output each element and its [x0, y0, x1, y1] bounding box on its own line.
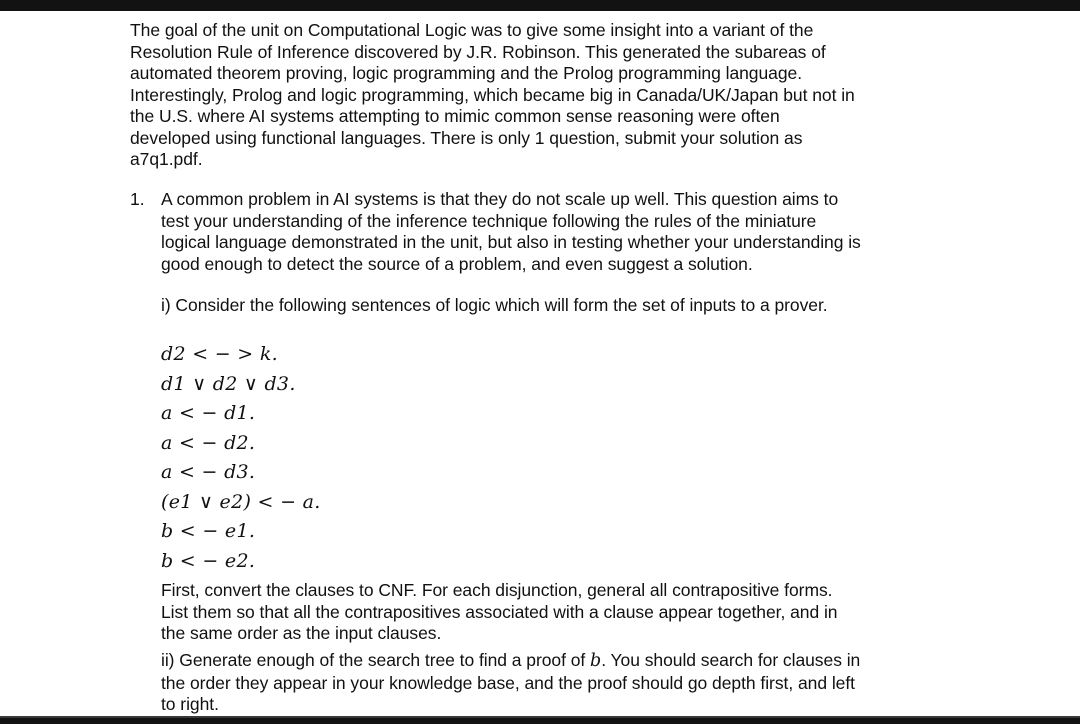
logic-sentence: d2 < − > k. — [161, 343, 279, 365]
part-ii-text: . You should search for clauses in — [601, 650, 861, 670]
question-body — [161, 189, 861, 275]
instruction-line: First, convert the clauses to CNF. For each disjunction, general all contrapositive forms. — [161, 580, 833, 600]
instruction-line: List them so that all the contrapositives associated with a clause appear together, and in — [161, 601, 838, 622]
goal-variable: b — [590, 651, 602, 671]
part-i-prompt: i) Consider the following sentences of logic which will form the set of inputs to a prover. — [161, 295, 828, 315]
question-line: test your understanding of the inference technique following the rules of the miniature — [161, 210, 817, 231]
logic-sentence: d1 ∨ d2 ∨ d3. — [161, 372, 296, 395]
part-ii-line: the order they appear in your knowledge base, and the proof should go depth first, and left — [161, 672, 855, 693]
part-ii-line: to right. — [161, 694, 219, 714]
part-ii-text: ii) Generate enough of the search tree to find a proof of — [161, 650, 591, 670]
instruction-line: the same order as the input clauses. — [161, 623, 442, 643]
logic-sentence: b < − e1. — [161, 520, 256, 542]
logic-sentence: (e1 ∨ e2) < − a. — [161, 490, 321, 513]
intro-paragraph — [130, 20, 855, 171]
intro-line: The goal of the unit on Computational Logic was to give some insight into a variant of the — [130, 20, 814, 40]
logic-sentence: b < − e2. — [161, 549, 256, 572]
intro-line: Resolution Rule of Inference discovered by J.R. Robinson. This generated the subareas of — [130, 41, 826, 62]
question-line: good enough to detect the source of a problem, and even suggest a solution. — [161, 253, 753, 274]
top-border — [0, 0, 1080, 11]
intro-line: a7q1.pdf. — [130, 149, 203, 169]
part-ii-line — [161, 650, 860, 673]
intro-line: developed using functional languages. There is only 1 question, submit your solution as — [130, 127, 803, 148]
logic-sentences — [161, 340, 321, 576]
bottom-border — [0, 716, 1080, 724]
intro-line: the U.S. where AI systems attempting to mimic common sense reasoning were often — [130, 106, 780, 126]
intro-line: Interestingly, Prolog and logic programming, which became big in Canada/UK/Japan but not in — [130, 84, 855, 105]
logic-sentence: a < − d2. — [161, 431, 256, 454]
part-ii-prompt — [161, 650, 860, 716]
question-line: logical language demonstrated in the unit, but also in testing whether your understanding is — [161, 232, 861, 252]
cnf-instructions — [161, 580, 837, 645]
question-number: 1. — [130, 189, 145, 209]
logic-sentence: a < − d1. — [161, 402, 256, 424]
intro-line: automated theorem proving, logic programming and the Prolog programming language. — [130, 63, 803, 83]
logic-sentence: a < − d3. — [161, 461, 256, 483]
question-line: A common problem in AI systems is that they do not scale up well. This question aims to — [161, 189, 839, 209]
